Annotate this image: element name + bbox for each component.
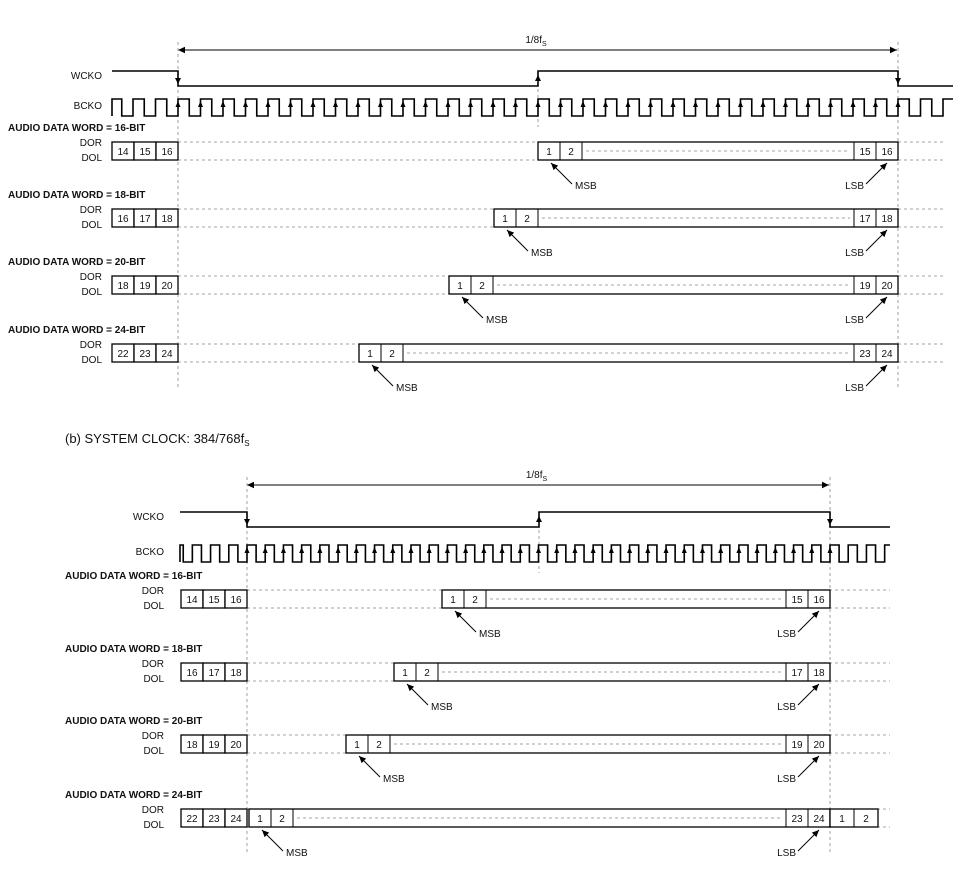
bit-cell-label: 18 [117, 281, 129, 292]
data-row-4 [8, 325, 945, 394]
bit-cell-label: 18 [813, 668, 825, 679]
bcko-rising-edge-arrow [427, 547, 432, 553]
diagram-b [65, 470, 890, 859]
bit-cell-label: 19 [791, 740, 803, 751]
wcko-edge-arrow [535, 75, 541, 81]
bcko-rising-edge-arrow [603, 101, 608, 107]
bcko-rising-edge-arrow [828, 547, 833, 553]
bcko-rising-edge-arrow [176, 101, 181, 107]
bit-cell-label: 1 [354, 740, 360, 751]
bcko-rising-edge-arrow [281, 547, 286, 553]
bcko-rising-edge-arrow [518, 547, 523, 553]
bit-cell-label: 2 [389, 349, 395, 360]
bcko-rising-edge-arrow [738, 101, 743, 107]
bit-cell-label: 2 [863, 814, 869, 825]
msb-label: MSB [479, 629, 501, 640]
bit-cell-label: 24 [881, 349, 893, 360]
bit-cell-label: 23 [208, 814, 220, 825]
data-row-2 [65, 644, 890, 713]
bit-cell-label: 1 [839, 814, 845, 825]
bcko-rising-edge-arrow [648, 101, 653, 107]
lsb-label: LSB [777, 848, 796, 859]
msb-label: MSB [575, 181, 597, 192]
msb-pointer-arrow [262, 830, 283, 851]
bcko-rising-edge-arrow [581, 101, 586, 107]
bit-cell-label: 20 [881, 281, 893, 292]
bcko-rising-edge-arrow [773, 547, 778, 553]
word-length-header: AUDIO DATA WORD = 24-BIT [8, 325, 146, 336]
data-row-3 [65, 716, 890, 785]
bit-cell-label: 15 [208, 595, 220, 606]
bcko-rising-edge-arrow [572, 547, 577, 553]
dor-label: DOR [141, 805, 164, 816]
lsb-pointer-arrow [866, 365, 887, 386]
lsb-label: LSB [845, 248, 864, 259]
bcko-rising-edge-arrow [401, 101, 406, 107]
bcko-rising-edge-arrow [390, 547, 395, 553]
bit-cell-label: 18 [230, 668, 242, 679]
bit-cell-label: 22 [186, 814, 198, 825]
lsb-pointer-arrow [798, 756, 819, 777]
section-b-title: (b) SYSTEM CLOCK: $384/768f_S$ [65, 431, 250, 448]
bcko-rising-edge-arrow [591, 547, 596, 553]
bcko-label: BCKO [135, 547, 164, 558]
bcko-rising-edge-arrow [266, 101, 271, 107]
bcko-rising-edge-arrow [336, 547, 341, 553]
bit-cell-label: 16 [813, 595, 825, 606]
bit-cell-label: 20 [813, 740, 825, 751]
wcko-waveform [112, 71, 953, 86]
bit-cell-label: 18 [186, 740, 198, 751]
data-row-3 [8, 257, 945, 326]
msb-pointer-arrow [455, 611, 476, 632]
bcko-rising-edge-arrow [333, 101, 338, 107]
word-length-header: AUDIO DATA WORD = 18-BIT [8, 190, 146, 201]
bcko-rising-edge-arrow [354, 547, 359, 553]
bit-cell-label: 15 [139, 147, 151, 158]
bit-cell-label: 24 [161, 349, 173, 360]
bit-cell-label: 2 [524, 214, 530, 225]
bit-cell-label: 1 [257, 814, 263, 825]
msb-pointer-arrow [507, 230, 528, 251]
diagram-a [8, 35, 953, 394]
dor-label: DOR [141, 586, 164, 597]
msb-label: MSB [531, 248, 553, 259]
bcko-rising-edge-arrow [851, 101, 856, 107]
bit-cell-label: 18 [881, 214, 893, 225]
msb-pointer-arrow [372, 365, 393, 386]
bit-cell-label: 16 [161, 147, 173, 158]
period-label: $1/8f_S$ [525, 470, 548, 483]
bit-cell-label: 17 [859, 214, 871, 225]
dor-label: DOR [141, 659, 164, 670]
wcko-edge-arrow [895, 78, 901, 84]
bcko-rising-edge-arrow [311, 101, 316, 107]
bit-cell-label: 2 [479, 281, 485, 292]
bcko-rising-edge-arrow [423, 101, 428, 107]
bcko-rising-edge-arrow [221, 101, 226, 107]
bit-cell-label: 20 [161, 281, 173, 292]
dor-label: DOR [79, 340, 102, 351]
bcko-rising-edge-arrow [500, 547, 505, 553]
word-length-header: AUDIO DATA WORD = 18-BIT [65, 644, 203, 655]
word-length-header: AUDIO DATA WORD = 24-BIT [65, 790, 203, 801]
lsb-label: LSB [777, 629, 796, 640]
wcko-label: WCKO [70, 71, 102, 82]
bit-cell-label: 1 [502, 214, 508, 225]
wcko-edge-arrow [175, 78, 181, 84]
bcko-rising-edge-arrow [761, 101, 766, 107]
bit-cell-label: 19 [139, 281, 151, 292]
bcko-rising-edge-arrow [299, 547, 304, 553]
bit-cell-label: 20 [230, 740, 242, 751]
bcko-rising-edge-arrow [806, 101, 811, 107]
msb-pointer-arrow [462, 297, 483, 318]
bit-cell-label: 2 [424, 668, 430, 679]
dor-label: DOR [79, 272, 102, 283]
bit-cell-label: 2 [472, 595, 478, 606]
bcko-rising-edge-arrow [791, 547, 796, 553]
bit-cell-label: 2 [376, 740, 382, 751]
bcko-waveform [180, 545, 890, 562]
bit-cell-label: 23 [791, 814, 803, 825]
data-row-1 [8, 123, 945, 192]
dor-label: DOR [79, 205, 102, 216]
word-length-header: AUDIO DATA WORD = 16-BIT [8, 123, 146, 134]
bit-cell-label: 17 [208, 668, 220, 679]
bit-cell-label: 2 [568, 147, 574, 158]
bcko-rising-edge-arrow [645, 547, 650, 553]
bcko-rising-edge-arrow [828, 101, 833, 107]
bit-cell-label: 19 [208, 740, 220, 751]
msb-label: MSB [286, 848, 308, 859]
bit-cell-label: 24 [813, 814, 825, 825]
dol-label: DOL [81, 153, 102, 164]
data-row-4 [65, 790, 890, 859]
bcko-rising-edge-arrow [245, 547, 250, 553]
bcko-rising-edge-arrow [378, 101, 383, 107]
bcko-rising-edge-arrow [700, 547, 705, 553]
bit-cell-label: 23 [139, 349, 151, 360]
bcko-rising-edge-arrow [481, 547, 486, 553]
word-length-header: AUDIO DATA WORD = 20-BIT [65, 716, 203, 727]
lsb-label: LSB [777, 774, 796, 785]
lsb-pointer-arrow [798, 830, 819, 851]
bit-cell-label: 18 [161, 214, 173, 225]
bcko-rising-edge-arrow [627, 547, 632, 553]
bcko-rising-edge-arrow [809, 547, 814, 553]
msb-label: MSB [383, 774, 405, 785]
bcko-rising-edge-arrow [243, 101, 248, 107]
bit-cell-label: 16 [230, 595, 242, 606]
dor-label: DOR [79, 138, 102, 149]
word-length-header: AUDIO DATA WORD = 20-BIT [8, 257, 146, 268]
dor-label: DOR [141, 731, 164, 742]
bcko-rising-edge-arrow [664, 547, 669, 553]
bcko-rising-edge-arrow [716, 101, 721, 107]
bit-cell-label: 14 [186, 595, 198, 606]
lsb-pointer-arrow [798, 611, 819, 632]
bit-cell-label: 24 [230, 814, 242, 825]
bit-cell-label: 2 [279, 814, 285, 825]
bit-cell-label: 14 [117, 147, 129, 158]
bcko-waveform [112, 99, 953, 116]
bcko-rising-edge-arrow [718, 547, 723, 553]
bcko-rising-edge-arrow [873, 101, 878, 107]
bcko-rising-edge-arrow [446, 101, 451, 107]
bit-cell-label: 1 [450, 595, 456, 606]
bcko-rising-edge-arrow [536, 547, 541, 553]
bit-cell-label: 15 [791, 595, 803, 606]
bcko-rising-edge-arrow [554, 547, 559, 553]
msb-label: MSB [396, 383, 418, 394]
dol-label: DOL [81, 220, 102, 231]
bit-cell-label: 23 [859, 349, 871, 360]
bcko-rising-edge-arrow [609, 547, 614, 553]
msb-pointer-arrow [359, 756, 380, 777]
bcko-rising-edge-arrow [317, 547, 322, 553]
bcko-rising-edge-arrow [468, 101, 473, 107]
bcko-rising-edge-arrow [558, 101, 563, 107]
bcko-rising-edge-arrow [356, 101, 361, 107]
bit-cell-label: 22 [117, 349, 129, 360]
bcko-label: BCKO [73, 101, 102, 112]
wcko-edge-arrow [244, 519, 250, 525]
bit-cell-label: 16 [186, 668, 198, 679]
wcko-edge-arrow [827, 519, 833, 525]
bit-cell-label: 16 [881, 147, 893, 158]
data-row-2 [8, 190, 945, 259]
bit-cell-label: 1 [546, 147, 552, 158]
lsb-pointer-arrow [798, 684, 819, 705]
word-length-header: AUDIO DATA WORD = 16-BIT [65, 571, 203, 582]
bcko-rising-edge-arrow [693, 101, 698, 107]
msb-pointer-arrow [551, 163, 572, 184]
lsb-pointer-arrow [866, 297, 887, 318]
bit-cell-label: 1 [367, 349, 373, 360]
msb-pointer-arrow [407, 684, 428, 705]
bcko-rising-edge-arrow [736, 547, 741, 553]
wcko-edge-arrow [536, 516, 542, 522]
bcko-rising-edge-arrow [896, 101, 901, 107]
bcko-rising-edge-arrow [783, 101, 788, 107]
dol-label: DOL [143, 601, 164, 612]
dol-label: DOL [143, 674, 164, 685]
bcko-rising-edge-arrow [372, 547, 377, 553]
bcko-rising-edge-arrow [198, 101, 203, 107]
wcko-waveform [180, 512, 890, 527]
period-label: $1/8f_S$ [525, 35, 547, 48]
bcko-rising-edge-arrow [445, 547, 450, 553]
lsb-pointer-arrow [866, 230, 887, 251]
bcko-rising-edge-arrow [755, 547, 760, 553]
dol-label: DOL [81, 287, 102, 298]
bit-cell-label: 1 [457, 281, 463, 292]
dol-label: DOL [81, 355, 102, 366]
bit-cell-label: 17 [791, 668, 803, 679]
bcko-rising-edge-arrow [263, 547, 268, 553]
bcko-rising-edge-arrow [671, 101, 676, 107]
bcko-rising-edge-arrow [626, 101, 631, 107]
dol-label: DOL [143, 746, 164, 757]
dol-label: DOL [143, 820, 164, 831]
lsb-label: LSB [845, 181, 864, 192]
lsb-pointer-arrow [866, 163, 887, 184]
bcko-rising-edge-arrow [408, 547, 413, 553]
lsb-label: LSB [845, 315, 864, 326]
msb-label: MSB [486, 315, 508, 326]
lsb-label: LSB [777, 702, 796, 713]
wcko-label: WCKO [132, 512, 164, 523]
bit-cell-label: 19 [859, 281, 871, 292]
bcko-rising-edge-arrow [682, 547, 687, 553]
bcko-rising-edge-arrow [513, 101, 518, 107]
bit-cell-label: 17 [139, 214, 151, 225]
bit-cell-label: 1 [402, 668, 408, 679]
bit-cell-label: 15 [859, 147, 871, 158]
bit-cell-label: 16 [117, 214, 129, 225]
data-row-1 [65, 571, 890, 640]
bcko-rising-edge-arrow [536, 101, 541, 107]
bcko-rising-edge-arrow [463, 547, 468, 553]
bcko-rising-edge-arrow [288, 101, 293, 107]
bcko-rising-edge-arrow [491, 101, 496, 107]
msb-label: MSB [431, 702, 453, 713]
lsb-label: LSB [845, 383, 864, 394]
